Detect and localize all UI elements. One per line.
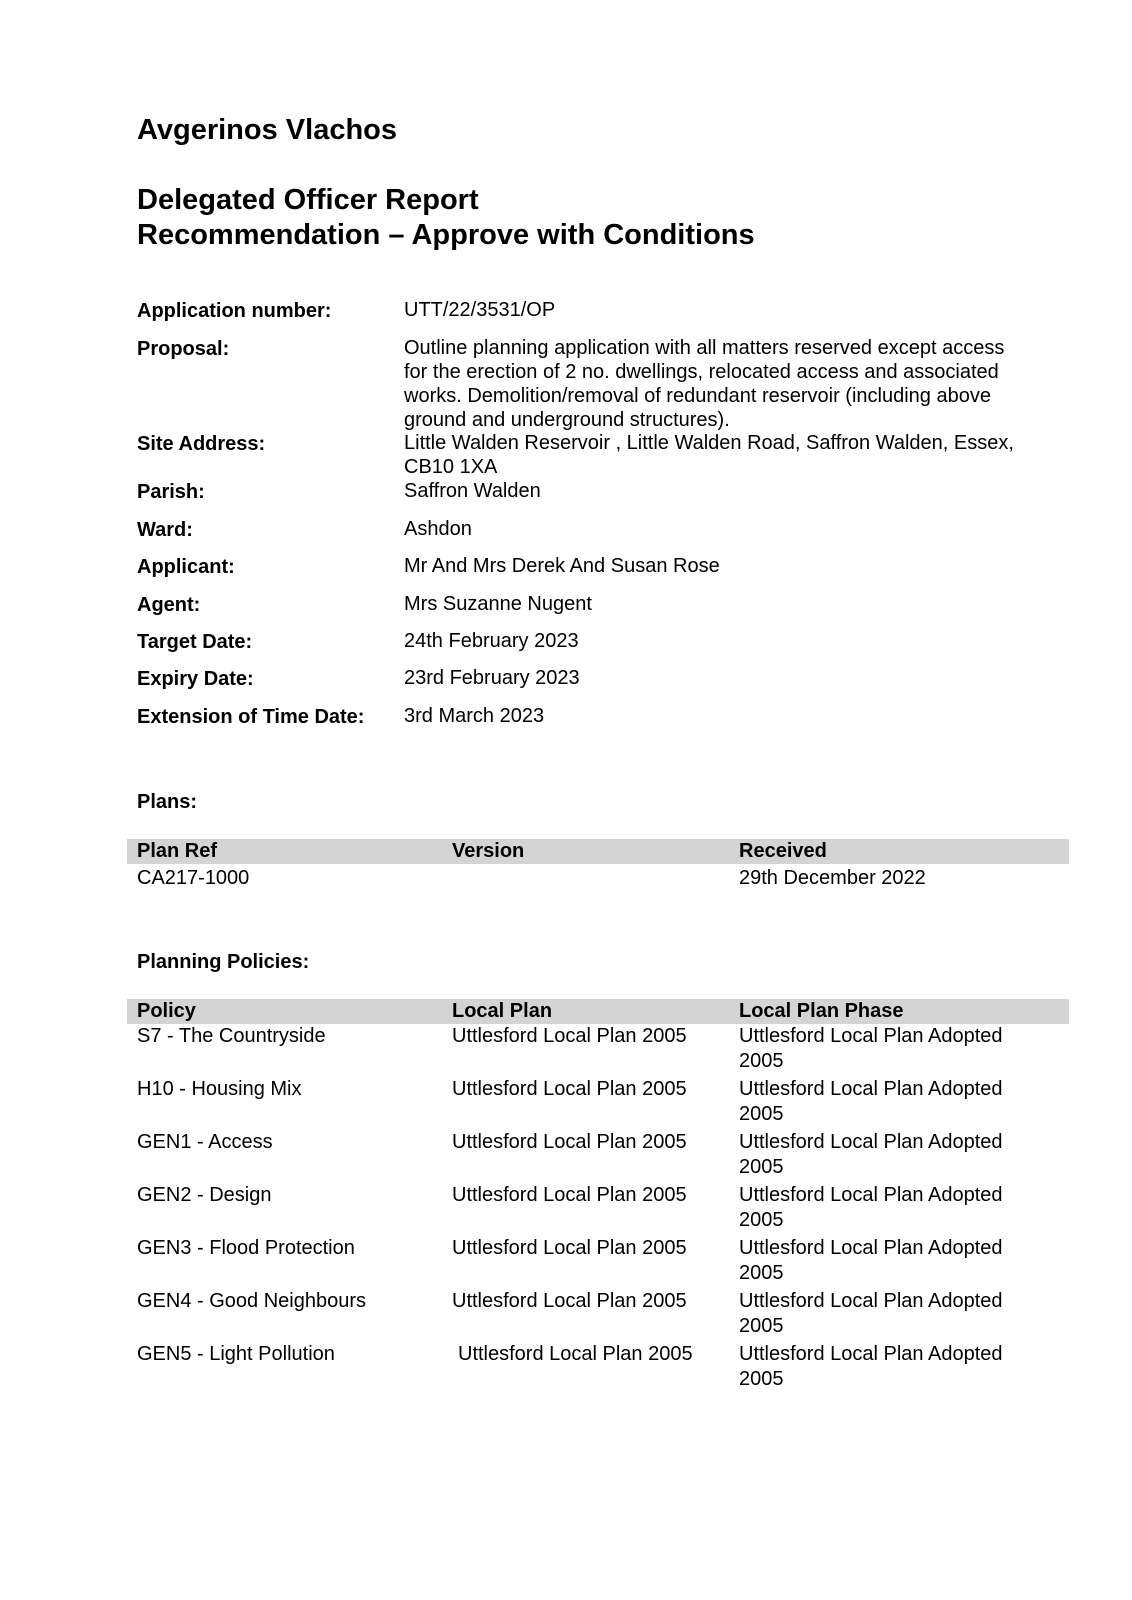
- table-row: [127, 1342, 1069, 1395]
- policies-table: [127, 999, 1069, 1395]
- local-plan-phase-cell: Uttlesford Local Plan Adopted 2005: [739, 1290, 1003, 1337]
- extension-date-value: 3rd March 2023: [404, 705, 545, 727]
- local-plan-phase-cell: Uttlesford Local Plan Adopted 2005: [739, 1237, 1003, 1284]
- policy-cell: GEN2 - Design: [137, 1184, 272, 1206]
- policies-heading: Planning Policies:: [137, 951, 310, 973]
- extension-date-label: Extension of Time Date:: [137, 706, 365, 728]
- policies-col-local-plan: Local Plan: [452, 1000, 553, 1022]
- policies-col-phase: Local Plan Phase: [739, 1000, 904, 1022]
- site-address-value: Little Walden Reservoir , Little Walden Road, Saffron Walden, Essex, CB10 1XA: [404, 432, 1014, 478]
- local-plan-phase-cell: Uttlesford Local Plan Adopted 2005: [739, 1131, 1003, 1178]
- local-plan-cell: Uttlesford Local Plan 2005: [452, 1290, 687, 1312]
- local-plan-cell: Uttlesford Local Plan 2005: [452, 1131, 687, 1153]
- local-plan-cell: Uttlesford Local Plan 2005: [452, 1078, 687, 1100]
- plans-heading: Plans:: [137, 791, 198, 813]
- parish-value: Saffron Walden: [404, 480, 541, 502]
- agent-value: Mrs Suzanne Nugent: [404, 593, 592, 615]
- target-date-value: 24th February 2023: [404, 630, 579, 652]
- local-plan-cell: Uttlesford Local Plan 2005: [452, 1184, 687, 1206]
- local-plan-cell: Uttlesford Local Plan 2005: [452, 1237, 687, 1259]
- local-plan-cell: Uttlesford Local Plan 2005: [452, 1025, 687, 1047]
- applicant-value: Mr And Mrs Derek And Susan Rose: [404, 555, 720, 577]
- plan-received-cell: 29th December 2022: [739, 867, 926, 889]
- agent-label: Agent:: [137, 594, 201, 616]
- ward-label: Ward:: [137, 519, 193, 541]
- proposal-value: Outline planning application with all matters reserved except access for the erection of 2 no. dwellings, relocated access and associated works. Demolition/removal of redundant reservoir (including above ground and underground structures).: [404, 337, 1005, 431]
- local-plan-phase-cell: Uttlesford Local Plan Adopted 2005: [739, 1078, 1003, 1125]
- application-number-value: UTT/22/3531/OP: [404, 299, 556, 321]
- plans-col-version: Version: [452, 840, 525, 862]
- expiry-date-value: 23rd February 2023: [404, 667, 580, 689]
- applicant-label: Applicant:: [137, 556, 235, 578]
- policy-cell: H10 - Housing Mix: [137, 1078, 302, 1100]
- policy-cell: GEN3 - Flood Protection: [137, 1237, 355, 1259]
- plans-table: [127, 839, 1069, 894]
- plans-col-received: Received: [739, 840, 827, 862]
- local-plan-phase-cell: Uttlesford Local Plan Adopted 2005: [739, 1025, 1003, 1072]
- policy-cell: GEN5 - Light Pollution: [137, 1343, 335, 1365]
- policy-cell: S7 - The Countryside: [137, 1025, 326, 1047]
- expiry-date-label: Expiry Date:: [137, 668, 254, 690]
- table-row: [127, 1130, 1069, 1183]
- policies-table-header: [127, 999, 1069, 1024]
- local-plan-phase-cell: Uttlesford Local Plan Adopted 2005: [739, 1343, 1003, 1390]
- table-row: [127, 1024, 1069, 1077]
- table-row: [127, 866, 1069, 894]
- plans-table-header: [127, 839, 1069, 864]
- proposal-label: Proposal:: [137, 338, 230, 360]
- recommendation-title: Recommendation – Approve with Conditions: [137, 219, 755, 251]
- local-plan-cell: Uttlesford Local Plan 2005: [458, 1343, 693, 1365]
- site-address-label: Site Address:: [137, 433, 266, 455]
- ward-value: Ashdon: [404, 518, 472, 540]
- policies-col-policy: Policy: [137, 1000, 196, 1022]
- table-row: [127, 1289, 1069, 1342]
- local-plan-phase-cell: Uttlesford Local Plan Adopted 2005: [739, 1184, 1003, 1231]
- application-number-label: Application number:: [137, 300, 332, 322]
- policy-cell: GEN1 - Access: [137, 1131, 273, 1153]
- target-date-label: Target Date:: [137, 631, 253, 653]
- parish-label: Parish:: [137, 481, 205, 503]
- officer-name: Avgerinos Vlachos: [137, 114, 398, 146]
- plan-ref-cell: CA217-1000: [137, 867, 250, 889]
- table-row: [127, 1077, 1069, 1130]
- plans-col-plan-ref: Plan Ref: [137, 840, 218, 862]
- table-row: [127, 1236, 1069, 1289]
- policy-cell: GEN4 - Good Neighbours: [137, 1290, 367, 1312]
- report-type-title: Delegated Officer Report: [137, 184, 479, 216]
- table-row: [127, 1183, 1069, 1236]
